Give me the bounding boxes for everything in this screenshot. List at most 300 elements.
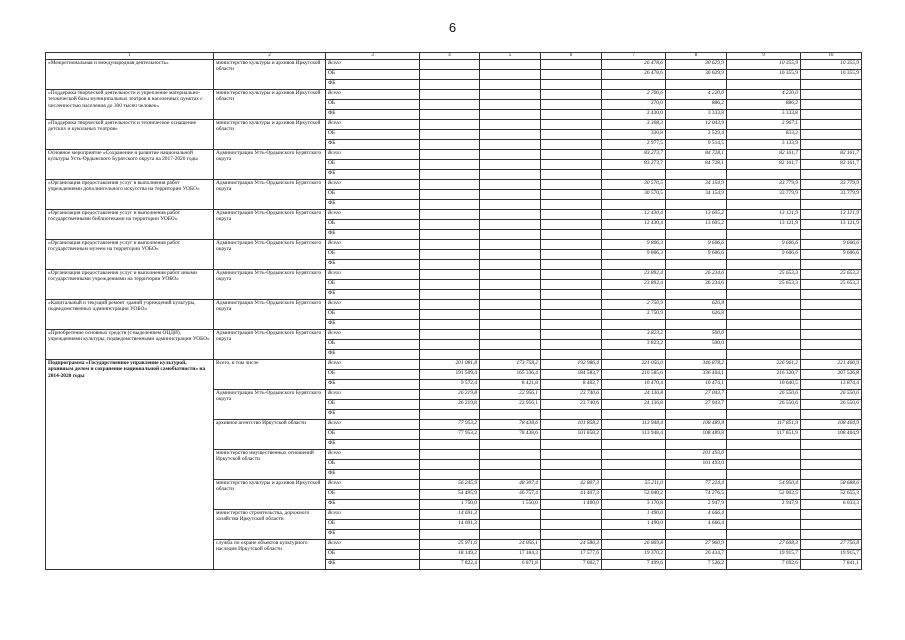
amount-cell: [420, 450, 480, 460]
activity-description: Основное мероприятие «Сохранение и развитие национальной культуры Усть-Ордынского Бурятского округа на 2017-2020 годы: [46, 150, 214, 180]
amount-cell: [541, 330, 602, 340]
amount-cell: 108 489,8: [666, 420, 727, 430]
amount-cell: [480, 350, 541, 360]
funding-level: Всего: [326, 180, 420, 190]
amount-cell: [801, 100, 862, 110]
amount-cell: [727, 530, 801, 540]
amount-cell: 25 653,3: [727, 280, 801, 290]
amount-cell: 26 550,6: [801, 400, 862, 410]
amount-cell: [541, 110, 602, 120]
amount-cell: 101 858,2: [541, 420, 602, 430]
budget-table: [45, 52, 862, 570]
funding-level: ОБ: [326, 550, 420, 560]
amount-cell: 10 470,4: [602, 380, 666, 390]
amount-cell: [602, 80, 666, 90]
amount-cell: 26 234,6: [666, 270, 727, 280]
amount-cell: [801, 230, 862, 240]
amount-cell: 25 971,6: [420, 540, 480, 550]
amount-cell: 24 056,1: [480, 540, 541, 550]
amount-cell: [666, 350, 727, 360]
funding-level: ФБ: [326, 440, 420, 450]
amount-cell: 330,8: [602, 130, 666, 140]
amount-cell: 108 489,8: [666, 430, 727, 440]
funding-level: Всего: [326, 420, 420, 430]
amount-cell: 626,8: [666, 310, 727, 320]
amount-cell: [602, 440, 666, 450]
amount-cell: [801, 90, 862, 100]
amount-cell: [541, 350, 602, 360]
amount-cell: 52 040,2: [602, 490, 666, 500]
column-header: 8: [666, 53, 727, 60]
amount-cell: 12 430,4: [602, 220, 666, 230]
amount-cell: 24 580,3: [541, 540, 602, 550]
funding-level: ФБ: [326, 380, 420, 390]
amount-cell: [541, 160, 602, 170]
amount-cell: [801, 520, 862, 530]
amount-cell: 17 577,6: [541, 550, 602, 560]
amount-cell: 42 807,3: [541, 480, 602, 490]
funding-level: Всего: [326, 120, 420, 130]
funding-level: Всего: [326, 300, 420, 310]
amount-cell: 9 806,3: [602, 250, 666, 260]
amount-cell: 9 514,5: [666, 140, 727, 150]
table-row: [46, 60, 862, 70]
amount-cell: [480, 230, 541, 240]
activity-description: «Организация предоставления услуг и выполнения работ государственными библиотеками на территории УОБО»: [46, 210, 214, 240]
amount-cell: 9 606,6: [727, 240, 801, 250]
amount-cell: [541, 80, 602, 90]
funding-level: Всего: [326, 510, 420, 520]
amount-cell: 108 404,9: [801, 430, 862, 440]
amount-cell: 27 043,7: [666, 390, 727, 400]
amount-cell: [801, 330, 862, 340]
executor-cell: архивное агентство Иркутской области: [214, 420, 326, 450]
funding-level: ОБ: [326, 520, 420, 530]
column-header: 5: [480, 53, 541, 60]
amount-cell: [602, 460, 666, 470]
amount-cell: 113 948,4: [602, 430, 666, 440]
funding-level: ФБ: [326, 230, 420, 240]
amount-cell: [727, 80, 801, 90]
amount-cell: [666, 530, 727, 540]
amount-cell: [541, 260, 602, 270]
amount-cell: [727, 170, 801, 180]
amount-cell: [801, 470, 862, 480]
activity-description: Подпрограмма «Государственное управление культурой, архивным делом и сохранение национальной самобытности» на 2014-2020 годы: [46, 360, 214, 570]
funding-level: ФБ: [326, 290, 420, 300]
amount-cell: [602, 410, 666, 420]
amount-cell: [420, 170, 480, 180]
amount-cell: [420, 300, 480, 310]
amount-cell: 2 947,9: [727, 500, 801, 510]
amount-cell: 13 121,9: [727, 220, 801, 230]
amount-cell: 23 740,6: [541, 400, 602, 410]
amount-cell: 27 756,8: [801, 540, 862, 550]
amount-cell: 2 947,9: [666, 500, 727, 510]
amount-cell: [420, 140, 480, 150]
amount-cell: [480, 410, 541, 420]
amount-cell: 210 585,6: [602, 370, 666, 380]
amount-cell: 9 606,6: [727, 250, 801, 260]
amount-cell: [602, 290, 666, 300]
amount-cell: 216 320,7: [727, 370, 801, 380]
amount-cell: 9 606,6: [801, 250, 862, 260]
amount-cell: [420, 80, 480, 90]
amount-cell: [480, 60, 541, 70]
amount-cell: [480, 180, 541, 190]
amount-cell: 82 161,7: [727, 160, 801, 170]
amount-cell: [727, 410, 801, 420]
executor-cell: Администрация Усть-Ордынского Бурятского округа: [214, 300, 326, 330]
amount-cell: [541, 530, 602, 540]
amount-cell: [420, 120, 480, 130]
amount-cell: 3 133,9: [727, 140, 801, 150]
amount-cell: 4 666,4: [666, 520, 727, 530]
amount-cell: [420, 200, 480, 210]
amount-cell: 14 691,3: [420, 510, 480, 520]
amount-cell: 26 478,6: [602, 70, 666, 80]
amount-cell: 23 892,4: [602, 270, 666, 280]
amount-cell: [541, 190, 602, 200]
amount-cell: [480, 210, 541, 220]
funding-level: ФБ: [326, 530, 420, 540]
funding-level: Всего: [326, 540, 420, 550]
funding-level: Всего: [326, 450, 420, 460]
amount-cell: 101 858,2: [541, 430, 602, 440]
amount-cell: [727, 320, 801, 330]
amount-cell: [666, 260, 727, 270]
amount-cell: [480, 130, 541, 140]
amount-cell: [727, 470, 801, 480]
amount-cell: 500,0: [666, 330, 727, 340]
column-header: 10: [801, 53, 862, 60]
amount-cell: [541, 200, 602, 210]
amount-cell: [801, 120, 862, 130]
amount-cell: 14 691,3: [420, 520, 480, 530]
amount-cell: 2 430,0: [602, 110, 666, 120]
amount-cell: 82 161,7: [727, 150, 801, 160]
funding-level: ФБ: [326, 470, 420, 480]
amount-cell: 117 851,9: [727, 420, 801, 430]
amount-cell: 3 823,2: [602, 330, 666, 340]
amount-cell: [801, 320, 862, 330]
amount-cell: 25 653,3: [801, 270, 862, 280]
table-row: [46, 330, 862, 340]
amount-cell: 1 400,0: [541, 500, 602, 510]
header-row: [46, 53, 862, 60]
amount-cell: [420, 250, 480, 260]
amount-cell: [541, 460, 602, 470]
amount-cell: [480, 320, 541, 330]
amount-cell: 500,0: [666, 340, 727, 350]
amount-cell: 77 953,2: [420, 430, 480, 440]
amount-cell: [541, 450, 602, 460]
amount-cell: [541, 90, 602, 100]
amount-cell: 52 655,3: [801, 490, 862, 500]
amount-cell: 55 211,0: [602, 480, 666, 490]
amount-cell: [727, 510, 801, 520]
amount-cell: [480, 270, 541, 280]
table-row: [46, 360, 862, 370]
amount-cell: 7 002,7: [541, 560, 602, 570]
column-header: 1: [46, 53, 214, 60]
amount-cell: [541, 100, 602, 110]
funding-level: ФБ: [326, 260, 420, 270]
amount-cell: 77 953,2: [420, 420, 480, 430]
amount-cell: [541, 140, 602, 150]
amount-cell: 2 529,4: [666, 130, 727, 140]
amount-cell: [420, 90, 480, 100]
amount-cell: 26 550,6: [727, 400, 801, 410]
amount-cell: 19 915,7: [727, 550, 801, 560]
funding-level: ОБ: [326, 160, 420, 170]
amount-cell: [480, 110, 541, 120]
executor-cell: Администрация Усть-Ордынского Бурятского округа: [214, 210, 326, 240]
amount-cell: [541, 320, 602, 330]
amount-cell: 84 728,1: [666, 160, 727, 170]
amount-cell: [541, 440, 602, 450]
amount-cell: [420, 260, 480, 270]
amount-cell: 30 570,5: [602, 190, 666, 200]
amount-cell: [801, 310, 862, 320]
amount-cell: [602, 470, 666, 480]
amount-cell: [420, 440, 480, 450]
funding-level: ФБ: [326, 200, 420, 210]
amount-cell: 9 806,3: [602, 240, 666, 250]
amount-cell: [541, 170, 602, 180]
funding-level: ОБ: [326, 280, 420, 290]
amount-cell: 41 407,3: [541, 490, 602, 500]
executor-cell: министерство имущественных отношений Иркутской области: [214, 450, 326, 480]
amount-cell: 346 878,2: [666, 360, 727, 370]
funding-level: Всего: [326, 480, 420, 490]
amount-cell: 1 490,0: [602, 510, 666, 520]
amount-cell: [801, 510, 862, 520]
amount-cell: 17 184,3: [480, 550, 541, 560]
amount-cell: [541, 410, 602, 420]
amount-cell: 10 640,5: [727, 380, 801, 390]
table-row: [46, 120, 862, 130]
amount-cell: [541, 280, 602, 290]
amount-cell: 27 960,9: [666, 540, 727, 550]
amount-cell: 78 438,6: [480, 430, 541, 440]
funding-level: Всего: [326, 210, 420, 220]
amount-cell: [666, 290, 727, 300]
amount-cell: [541, 270, 602, 280]
amount-cell: [666, 320, 727, 330]
amount-cell: 7 822,4: [420, 560, 480, 570]
amount-cell: 46 757,4: [480, 490, 541, 500]
amount-cell: 24 136,8: [602, 390, 666, 400]
funding-level: Всего: [326, 390, 420, 400]
amount-cell: 7 526,2: [666, 560, 727, 570]
funding-level: ФБ: [326, 170, 420, 180]
amount-cell: 626,8: [666, 300, 727, 310]
amount-cell: 10 355,9: [801, 70, 862, 80]
amount-cell: [666, 440, 727, 450]
amount-cell: 52 002,5: [727, 490, 801, 500]
amount-cell: 101 493,0: [666, 460, 727, 470]
executor-cell: Администрация Усть-Ордынского Бурятского округа: [214, 270, 326, 300]
amount-cell: 6 871,8: [480, 560, 541, 570]
amount-cell: [480, 80, 541, 90]
amount-cell: [480, 70, 541, 80]
amount-cell: [480, 310, 541, 320]
amount-cell: [480, 120, 541, 130]
amount-cell: 336 404,1: [666, 370, 727, 380]
amount-cell: [420, 350, 480, 360]
amount-cell: [480, 90, 541, 100]
funding-level: ФБ: [326, 320, 420, 330]
amount-cell: [420, 160, 480, 170]
amount-cell: 26 478,6: [602, 60, 666, 70]
amount-cell: 3 170,8: [602, 500, 666, 510]
amount-cell: 30 570,5: [602, 180, 666, 190]
funding-level: Всего: [326, 270, 420, 280]
amount-cell: 84 728,1: [666, 150, 727, 160]
amount-cell: 2 750,9: [602, 310, 666, 320]
amount-cell: [541, 220, 602, 230]
amount-cell: 23 892,4: [602, 280, 666, 290]
amount-cell: [801, 200, 862, 210]
amount-cell: 10 474,1: [666, 380, 727, 390]
amount-cell: [801, 450, 862, 460]
amount-cell: [801, 460, 862, 470]
funding-level: Всего: [326, 60, 420, 70]
funding-level: ОБ: [326, 220, 420, 230]
amount-cell: 13 121,9: [801, 220, 862, 230]
funding-level: ОБ: [326, 310, 420, 320]
table-row: [46, 180, 862, 190]
amount-cell: [480, 220, 541, 230]
amount-cell: 26 550,6: [727, 390, 801, 400]
table-row: [46, 240, 862, 250]
amount-cell: [666, 200, 727, 210]
amount-cell: 221 400,9: [801, 360, 862, 370]
amount-cell: [420, 100, 480, 110]
amount-cell: 10 355,9: [727, 70, 801, 80]
amount-cell: [801, 130, 862, 140]
executor-cell: Администрация Усть-Ордынского Бурятского округа: [214, 330, 326, 360]
amount-cell: 4 220,0: [666, 90, 727, 100]
amount-cell: [480, 300, 541, 310]
amount-cell: 101 493,0: [666, 450, 727, 460]
amount-cell: 9 606,6: [801, 240, 862, 250]
amount-cell: 56 245,9: [420, 480, 480, 490]
amount-cell: 3 333,8: [727, 110, 801, 120]
amount-cell: [541, 70, 602, 80]
amount-cell: [541, 150, 602, 160]
executor-cell: Всего, в том числе: [214, 360, 326, 390]
amount-cell: 886,2: [727, 100, 801, 110]
funding-level: Всего: [326, 150, 420, 160]
amount-cell: 10 355,9: [727, 60, 801, 70]
amount-cell: [666, 230, 727, 240]
table-row: [46, 150, 862, 160]
amount-cell: 34 154,9: [666, 180, 727, 190]
amount-cell: [420, 310, 480, 320]
funding-level: ФБ: [326, 140, 420, 150]
funding-level: ФБ: [326, 410, 420, 420]
table-row: [46, 300, 862, 310]
activity-description: «Организация предоставления услуг в выполнения работ учреждениями дополнительного искусства на территории УОБО»: [46, 180, 214, 210]
table-row: [46, 210, 862, 220]
amount-cell: 25 653,3: [801, 280, 862, 290]
amount-cell: 1 550,0: [480, 500, 541, 510]
amount-cell: 74 276,5: [666, 490, 727, 500]
amount-cell: 82 161,7: [801, 150, 862, 160]
amount-cell: [480, 470, 541, 480]
funding-level: ФБ: [326, 560, 420, 570]
amount-cell: 18 149,2: [420, 550, 480, 560]
amount-cell: 184 583,7: [541, 370, 602, 380]
activity-description: «Приобретение основных средств (с выделением ОЦДИ), учреждениями культуры, подведомственными администрации УОБО»: [46, 330, 214, 360]
funding-level: Всего: [326, 330, 420, 340]
amount-cell: [541, 290, 602, 300]
amount-cell: 83 273,7: [602, 150, 666, 160]
amount-cell: [480, 250, 541, 260]
executor-cell: служба по охране объектов культурного наследия Иркутской области: [214, 540, 326, 570]
amount-cell: 27 043,7: [666, 400, 727, 410]
amount-cell: [602, 170, 666, 180]
amount-cell: [727, 440, 801, 450]
amount-cell: 13 605,2: [666, 210, 727, 220]
amount-cell: [480, 280, 541, 290]
amount-cell: [420, 190, 480, 200]
table-row: [46, 90, 862, 100]
amount-cell: [420, 410, 480, 420]
amount-cell: [541, 300, 602, 310]
funding-level: ФБ: [326, 110, 420, 120]
amount-cell: 27 608,3: [727, 540, 801, 550]
amount-cell: [727, 330, 801, 340]
amount-cell: 19 915,7: [801, 550, 862, 560]
amount-cell: [541, 520, 602, 530]
amount-cell: [602, 450, 666, 460]
amount-cell: 2 700,6: [602, 90, 666, 100]
amount-cell: 26 550,6: [801, 390, 862, 400]
amount-cell: [420, 340, 480, 350]
amount-cell: 8 402,7: [541, 380, 602, 390]
amount-cell: 270,0: [602, 100, 666, 110]
amount-cell: 165 336,4: [480, 370, 541, 380]
amount-cell: 12 043,9: [666, 120, 727, 130]
funding-level: ФБ: [326, 500, 420, 510]
amount-cell: [602, 200, 666, 210]
funding-level: Всего: [326, 240, 420, 250]
amount-cell: 13 121,9: [801, 210, 862, 220]
amount-cell: 9 572,4: [420, 380, 480, 390]
amount-cell: [602, 230, 666, 240]
amount-cell: 78 438,6: [480, 420, 541, 430]
amount-cell: 226 961,2: [727, 360, 801, 370]
funding-level: Всего: [326, 90, 420, 100]
amount-cell: 77 224,4: [666, 480, 727, 490]
executor-cell: министерство культуры и архивов Иркутской области: [214, 120, 326, 150]
amount-cell: [420, 270, 480, 280]
amount-cell: [602, 320, 666, 330]
amount-cell: [480, 440, 541, 450]
amount-cell: 34 154,9: [666, 190, 727, 200]
funding-level: ОБ: [326, 190, 420, 200]
amount-cell: [801, 260, 862, 270]
amount-cell: 7 841,1: [801, 560, 862, 570]
amount-cell: [480, 260, 541, 270]
funding-level: ОБ: [326, 130, 420, 140]
amount-cell: 33 779,9: [801, 190, 862, 200]
amount-cell: 4 666,4: [666, 510, 727, 520]
amount-cell: 108 404,9: [801, 420, 862, 430]
